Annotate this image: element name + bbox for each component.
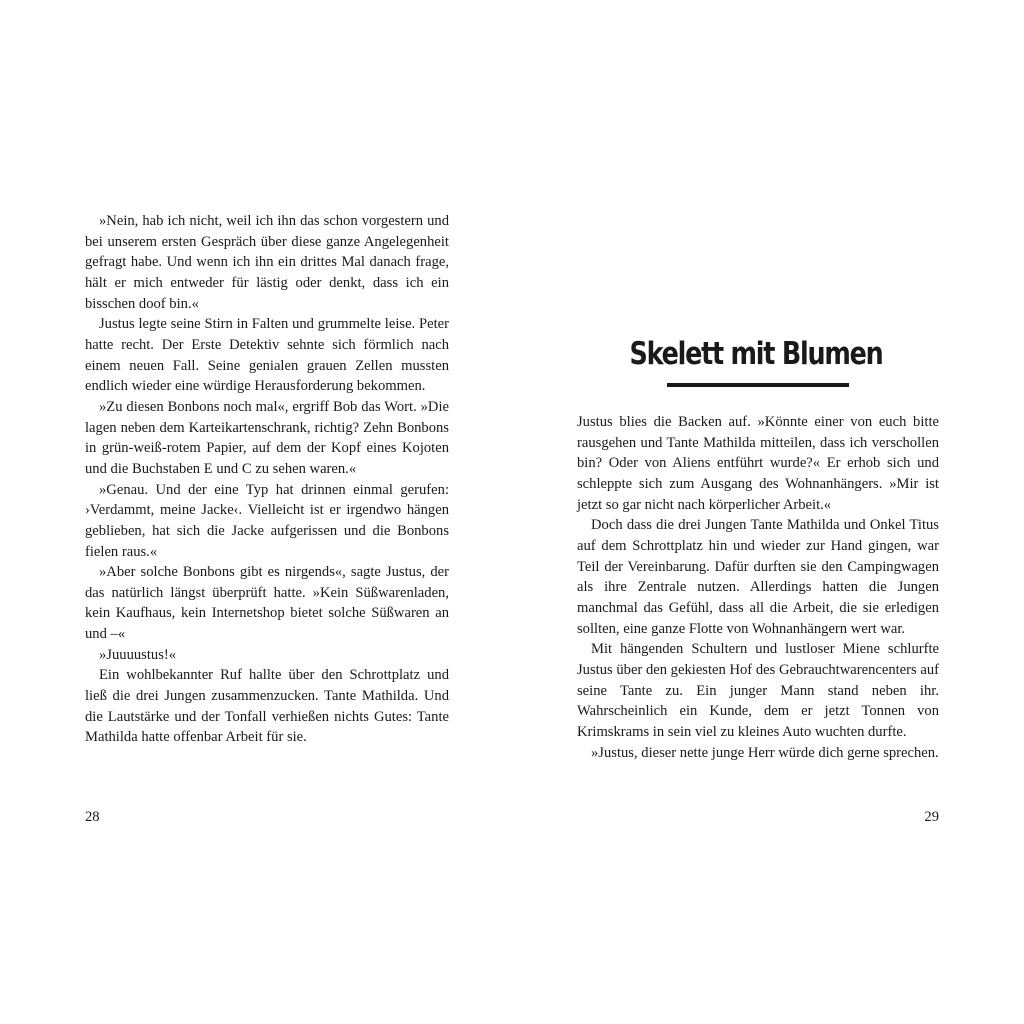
paragraph: »Nein, hab ich nicht, weil ich ihn das schon vorgestern und bei unserem ersten Gespräch über diese ganze Angelegenheit gefragt habe. Und wenn ich ihn ein drittes Mal danach frage, hält er mich entweder für lästig oder denkt, dass ich ein bisschen doof bin.« bbox=[85, 213, 449, 312]
paragraph: Justus blies die Backen auf. »Könnte einer von euch bitte rausgehen und Tante Mathilda mitteilen, dass ich verschollen bin? Oder von Aliens entführt wurde?« Er erhob sich und schleppte sich zum Ausgang des Wohnanhängers. »Mir ist jetzt so gar nicht nach körperlicher Arbeit.« bbox=[577, 414, 939, 513]
paragraph: »Juuuustus!« bbox=[99, 646, 177, 663]
paragraph: Justus legte seine Stirn in Falten und grummelte leise. Peter hatte recht. Der Erste Detektiv sehnte sich förmlich nach einem neuen Fall. Seine genialen grauen Zellen mussten endlich wieder eine würdige Herausforderung bekommen. bbox=[85, 316, 449, 395]
paragraph: Doch dass die drei Jungen Tante Mathilda und Onkel Titus auf dem Schrottplatz hin und wieder zur Hand gingen, war Teil der Vereinbarung. Dafür durften sie den Campingwagen als ihre Zentrale nutzen. Allerdings hatten die Jungen manchmal das Gefühl, dass all die Arbeit, die sie erledigen sollten, eine ganze Flotte von Wohnanhängern wert war. bbox=[577, 517, 939, 637]
page-number-left: 28 bbox=[85, 809, 100, 825]
paragraph: »Genau. Und der eine Typ hat drinnen einmal gerufen: ›Verdammt, meine Jacke‹. Vielleicht ist er irgendwo hängen geblieben, hat sich die Jacke aufgerissen und die Bonbons fielen raus.« bbox=[85, 481, 449, 560]
left-page-body bbox=[85, 211, 449, 748]
page-number-right: 29 bbox=[924, 809, 939, 825]
chapter-title: Skelett mit Blumen bbox=[629, 336, 883, 372]
right-page-body bbox=[577, 412, 939, 763]
paragraph: Ein wohlbekannter Ruf hallte über den Schrottplatz und ließ die drei Jungen zusammenzucken. Tante Mathilda. Und die Lautstärke und der Tonfall verhießen nichts Gutes: Tante Mathilda hatte offenbar Arbeit für sie. bbox=[85, 667, 449, 746]
paragraph: »Zu diesen Bonbons noch mal«, ergriff Bob das Wort. »Die lagen neben dem Karteikartenschrank, richtig? Zehn Bonbons in grün-weiß-rotem Papier, auf dem der Kopf eines Kojoten und die Buchstaben E und C zu sehen waren.« bbox=[85, 398, 449, 477]
paragraph: Mit hängenden Schultern und lustloser Miene schlurfte Justus über den gekiesten Hof des Gebrauchtwarencenters auf seine Tante zu. Ein junger Mann stand neben ihr. Wahrscheinlich ein Kunde, dem er jetzt Tonnen von Krimskrams in sein viel zu kleines Auto wuchten durfte. bbox=[577, 641, 939, 740]
paragraph: »Justus, dieser nette junge Herr würde dich gerne sprechen. bbox=[591, 744, 939, 761]
paragraph: »Aber solche Bonbons gibt es nirgends«, sagte Justus, der das natürlich längst überprüft hatte. »Kein Süßwarenladen, kein Kaufhaus, kein Internetshop bietet solche Süßwaren an und –« bbox=[85, 564, 449, 643]
chapter-title-rule bbox=[667, 383, 849, 387]
